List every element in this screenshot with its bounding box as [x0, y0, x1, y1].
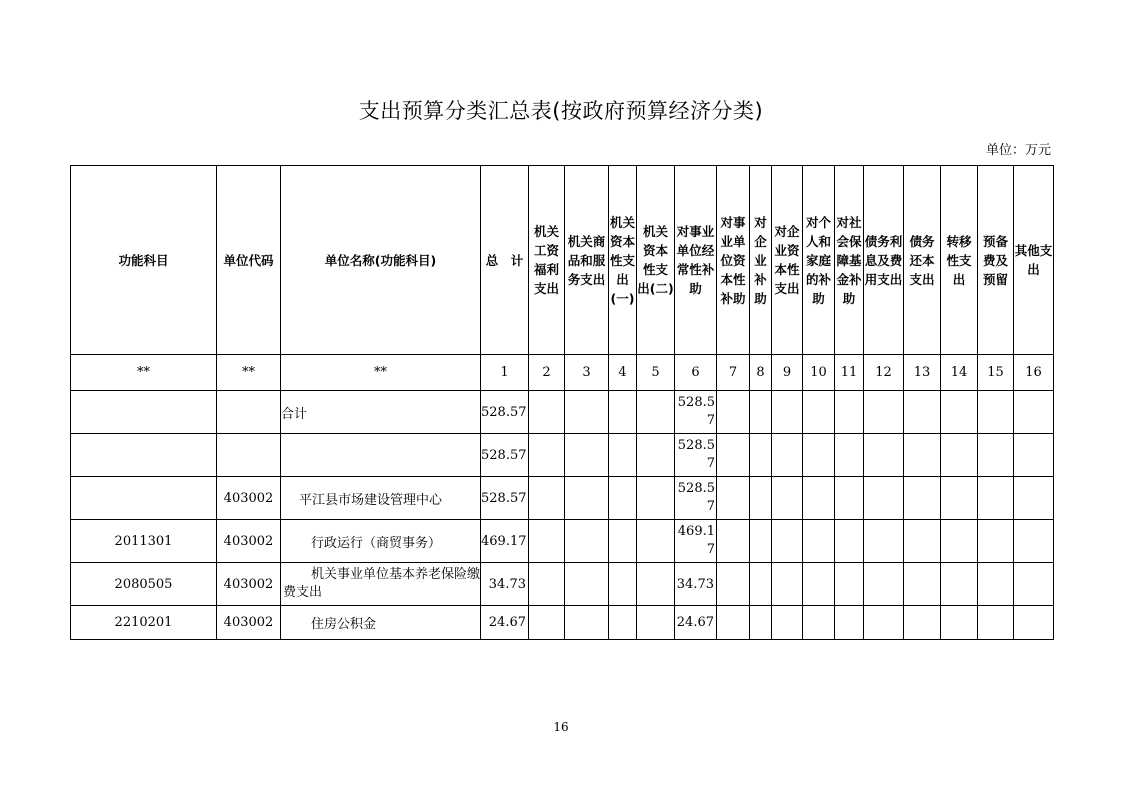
index-cell: 13 [904, 355, 941, 391]
page-number: 16 [553, 720, 569, 734]
total-cell: 528.57 [481, 434, 529, 477]
index-cell: 2 [529, 355, 565, 391]
unit-code-cell: 403002 [217, 563, 281, 606]
unit-name-cell [281, 434, 481, 477]
shiye-subsidy-cell: 528.57 [677, 395, 715, 428]
header-cell: 债务还本支出 [904, 166, 941, 355]
table-row [71, 391, 1054, 434]
index-cell: 16 [1014, 355, 1054, 391]
func-code-cell [71, 391, 217, 434]
shiye-subsidy-cell: 528.57 [677, 481, 715, 514]
unit-code-cell: 403002 [217, 477, 281, 520]
index-cell: 9 [772, 355, 803, 391]
index-cell: 6 [675, 355, 717, 391]
unit-name-cell: 行政运行（商贸事务） [281, 520, 481, 563]
unit-code-cell [217, 434, 281, 477]
header-cell: 转移性支出 [941, 166, 978, 355]
header-cell: 债务利息及费用支出 [864, 166, 904, 355]
table-row [71, 434, 1054, 477]
unit-code-cell: 403002 [217, 520, 281, 563]
total-cell: 24.67 [481, 606, 529, 640]
index-cell: 4 [609, 355, 637, 391]
page-title: 支出预算分类汇总表(按政府预算经济分类) [358, 99, 764, 123]
unit-name-cell: 住房公积金 [281, 606, 481, 640]
header-cell: 对企业补助 [750, 166, 772, 355]
index-cell: 8 [750, 355, 772, 391]
table-row [71, 520, 1054, 563]
unit-label: 单位：万元 [985, 143, 1051, 158]
header-cell: 对企业资本性支出 [772, 166, 803, 355]
header-cell: 单位代码 [217, 166, 281, 355]
header-cell: 机关资本性支出(二) [637, 166, 675, 355]
total-cell: 34.73 [481, 563, 529, 606]
table-row [71, 477, 1054, 520]
unit-name-cell: 平江县市场建设管理中心 [281, 477, 481, 520]
index-cell: ** [217, 355, 281, 391]
unit-code-cell: 403002 [217, 606, 281, 640]
header-cell: 对社会保障基金补助 [835, 166, 864, 355]
header-cell: 机关资本性支出(一) [609, 166, 637, 355]
index-cell: 5 [637, 355, 675, 391]
index-cell: 3 [565, 355, 609, 391]
index-cell: 7 [717, 355, 750, 391]
header-cell: 机关工资福利支出 [529, 166, 565, 355]
total-cell: 528.57 [481, 391, 529, 434]
budget-table [70, 165, 1054, 640]
func-code-cell [71, 434, 217, 477]
unit-code-cell [217, 391, 281, 434]
func-code-cell [71, 477, 217, 520]
header-cell: 预备费及预留 [978, 166, 1014, 355]
unit-name-cell: 合计 [281, 391, 481, 434]
index-cell: 11 [835, 355, 864, 391]
func-code-cell: 2011301 [71, 520, 217, 563]
shiye-subsidy-cell: 24.67 [675, 606, 717, 640]
index-cell: 10 [803, 355, 835, 391]
index-cell: ** [71, 355, 217, 391]
table-row [71, 563, 1054, 606]
index-cell: ** [281, 355, 481, 391]
index-cell: 14 [941, 355, 978, 391]
header-cell: 对事业单位资本性补助 [717, 166, 750, 355]
func-code-cell: 2210201 [71, 606, 217, 640]
header-cell: 机关商品和服务支出 [565, 166, 609, 355]
unit-name-cell: 机关事业单位基本养老保险缴费支出 [281, 563, 481, 606]
table-row [71, 606, 1054, 640]
header-cell: 单位名称(功能科目) [281, 166, 481, 355]
index-cell: 12 [864, 355, 904, 391]
func-code-cell: 2080505 [71, 563, 217, 606]
header-row [71, 166, 1054, 355]
total-cell: 528.57 [481, 477, 529, 520]
header-cell: 功能科目 [71, 166, 217, 355]
header-cell: 其他支出 [1014, 166, 1054, 355]
header-cell: 总 计 [481, 166, 529, 355]
shiye-subsidy-cell: 34.73 [675, 563, 717, 606]
index-cell: 1 [481, 355, 529, 391]
header-cell: 对事业单位经常性补助 [675, 166, 717, 355]
shiye-subsidy-cell: 528.57 [677, 438, 715, 471]
header-cell: 对个人和家庭的补助 [803, 166, 835, 355]
total-cell: 469.17 [481, 520, 529, 563]
shiye-subsidy-cell: 469.17 [677, 524, 715, 557]
index-row [71, 355, 1054, 391]
index-cell: 15 [978, 355, 1014, 391]
